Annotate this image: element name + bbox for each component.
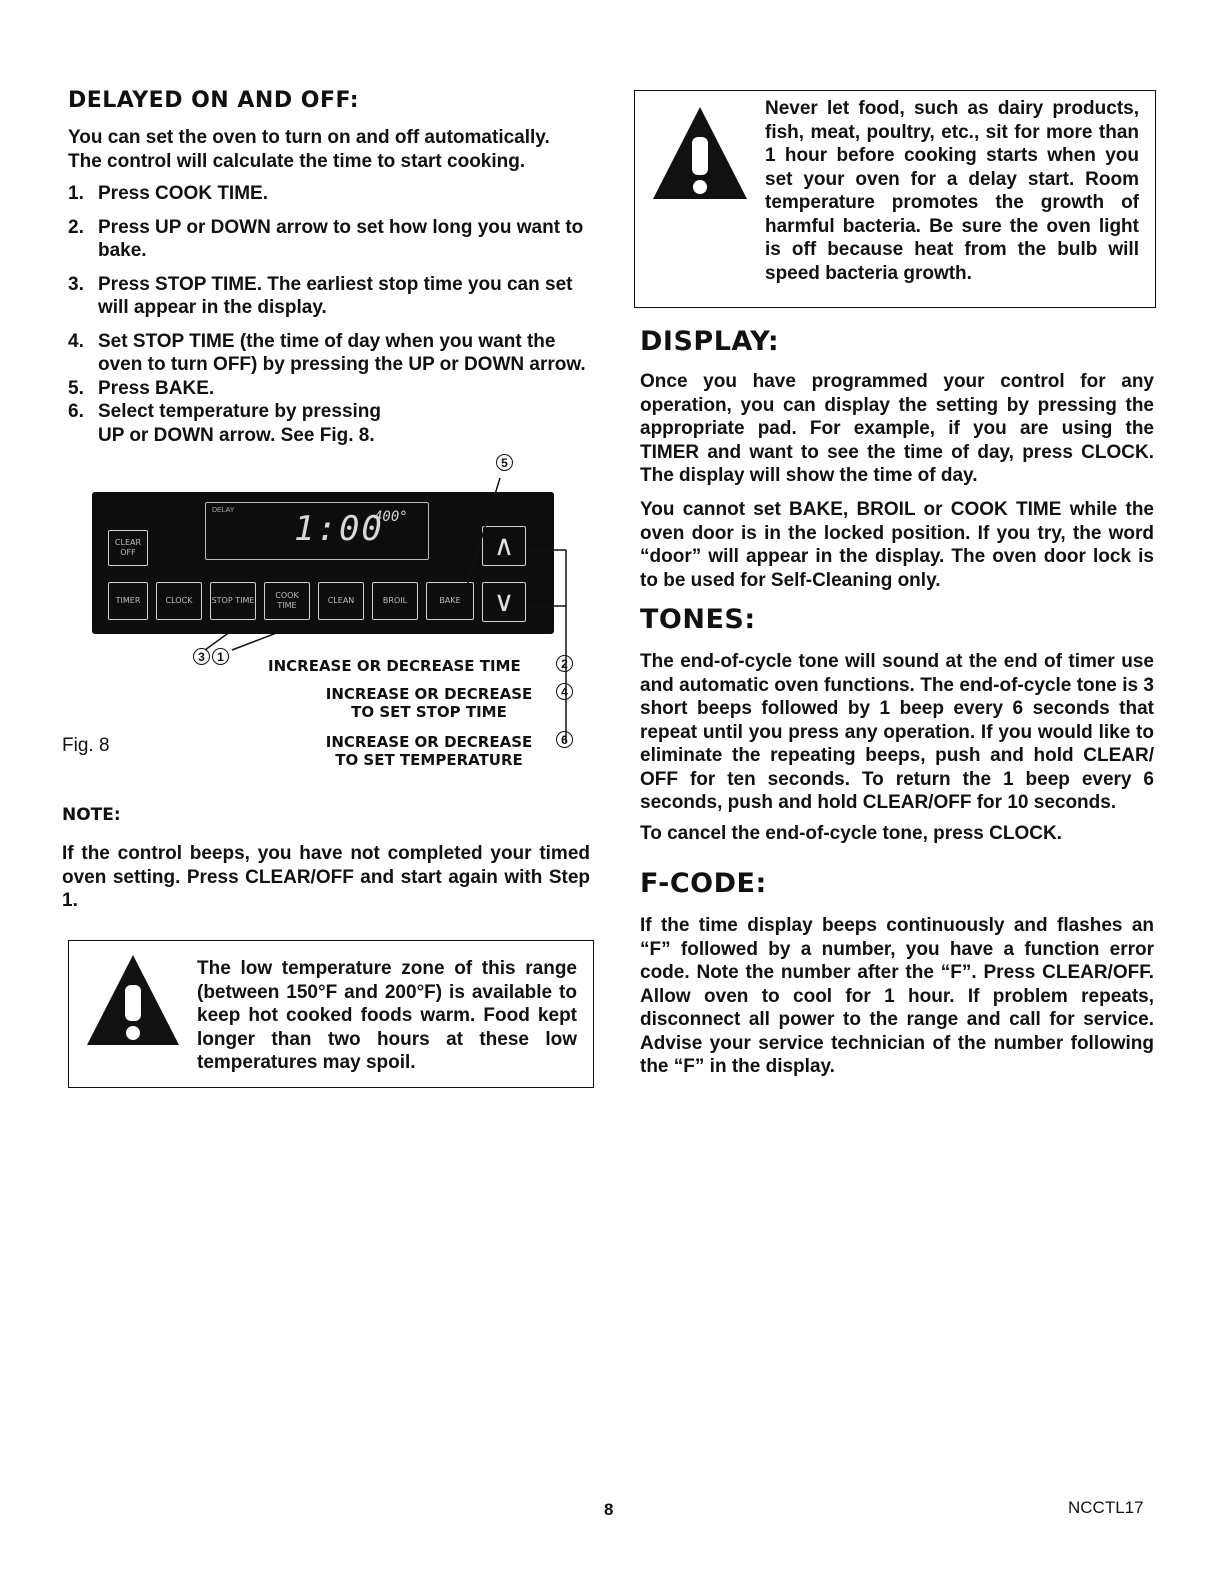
note-heading: NOTE: [62, 805, 121, 825]
timer-pad[interactable]: TIMER [108, 582, 148, 620]
step-item: 1. Press COOK TIME. [68, 183, 268, 204]
marker-2: 2 [556, 655, 573, 673]
marker-6: 6 [556, 731, 573, 749]
marker-5: 5 [496, 454, 513, 472]
display-paragraph-2: You cannot set BAKE, BROIL or COOK TIME while the oven door is in the locked position. If you try, the word “door” will appear in the display. The oven door lock is to be used for Self-Cleaning only. [640, 499, 1154, 591]
tones-paragraph-1: The end-of-cycle tone will sound at the end of timer use and automatic oven functions. The end-of-cycle tone is 3 short beeps followed by 1 beep every 6 seconds that repeat until you press any operation. If you would like to eliminate the repeating beeps, push and hold CLEAR/ OFF for ten seconds. To return the 1 beep every 6 seconds, push and hold CLEAR/OFF for 10 seconds. [640, 651, 1154, 813]
stop-time-pad[interactable]: STOP TIME [210, 582, 256, 620]
food-safety-warning-box [634, 90, 1156, 308]
step-item: 5. Press BAKE. [68, 377, 215, 399]
food-safety-warning-text: Never let food, such as dairy products, fish, meat, poultry, etc., sit for more than 1 hour before cooking starts when you set your oven for a delay start. Room temperature promotes the growth of harmful bacteria. Be sure the oven light is off because heat from the bulb will speed bacteria growth. [765, 98, 1139, 284]
tones-heading: TONES: [640, 604, 756, 635]
fcode-paragraph: If the time display beeps continuously and flashes an “F” followed by a number, you have a function error code. Note the number after the “F”. Press CLEAR/OFF. Allow oven to cool for 1 hour. If problem repeats, disconnect all power to the range and call for service. Advise your service technician of the number following the “F” in the display. [640, 915, 1154, 1077]
delayed-heading: DELAYED ON AND OFF: [68, 88, 360, 113]
marker-4: 4 [556, 683, 573, 701]
up-arrow-pad[interactable]: ∧ [482, 526, 526, 566]
fcode-heading: F-CODE: [640, 868, 767, 899]
step-item: 4. Set STOP TIME (the time of day when you want the oven to turn OFF) by pressing the UP or DOWN arrow. [68, 330, 586, 375]
step-item: 2. Press UP or DOWN arrow to set how long you want to bake. [68, 216, 584, 261]
clock-pad[interactable]: CLOCK [156, 582, 202, 620]
callout-stop-2: TO SET STOP TIME [351, 703, 507, 721]
delay-indicator: DELAY [212, 507, 235, 514]
tones-paragraph-2: To cancel the end-of-cycle tone, press CLOCK. [640, 823, 1062, 844]
callout-temp-1: INCREASE OR DECREASE [325, 733, 533, 751]
figure-label: Fig. 8 [62, 735, 110, 756]
bake-pad[interactable]: BAKE [426, 582, 474, 620]
cook-time-pad[interactable]: COOK TIME [264, 582, 310, 620]
step-item: 3. Press STOP TIME. The earliest stop time you can set will appear in the display. [68, 273, 573, 318]
clean-pad[interactable]: CLEAN [318, 582, 364, 620]
display-heading: DISPLAY: [640, 326, 780, 357]
leader-1 [232, 624, 300, 650]
broil-pad[interactable]: BROIL [372, 582, 418, 620]
display-time: 1:00 [294, 509, 384, 549]
callout-time: INCREASE OR DECREASE TIME [268, 657, 521, 675]
document-code: NCCTL17 [1068, 1498, 1144, 1517]
display-temp: 400° [374, 509, 408, 525]
leader-3 [205, 626, 238, 650]
step-item: 6. Select temperature by pressing UP or DOWN arrow. See Fig. 8. [68, 401, 381, 446]
display-paragraph-1: Once you have programmed your control for any operation, you can display the setting by pressing the appropriate pad. For example, if you are using the TIMER and want to see the time of day, press CLOCK. The display will show the time of day. [640, 371, 1154, 486]
callout-temp-2: TO SET TEMPERATURE [335, 751, 523, 769]
warning-icon [651, 105, 749, 201]
down-arrow-pad[interactable]: ∨ [482, 582, 526, 622]
clear-off-pad[interactable]: CLEAR OFF [108, 530, 148, 566]
page-number: 8 [604, 1500, 614, 1519]
low-temp-warning-text: The low temperature zone of this range (between 150°F and 200°F) is available to keep hot cooked foods warm. Food kept longer than two hours at these low temperatures may spoil. [197, 958, 577, 1073]
delayed-intro: You can set the oven to turn on and off automatically. The control will calculate the time to start cooking. [68, 127, 550, 172]
note-text: If the control beeps, you have not completed your timed oven setting. Press CLEAR/OFF and start again with Step 1. [62, 843, 590, 911]
markers-3-1: 3 1 [193, 648, 229, 666]
callout-stop-1: INCREASE OR DECREASE [325, 685, 533, 703]
leader-5 [462, 478, 500, 602]
low-temp-warning-box [68, 940, 594, 1088]
warning-icon [85, 953, 181, 1047]
